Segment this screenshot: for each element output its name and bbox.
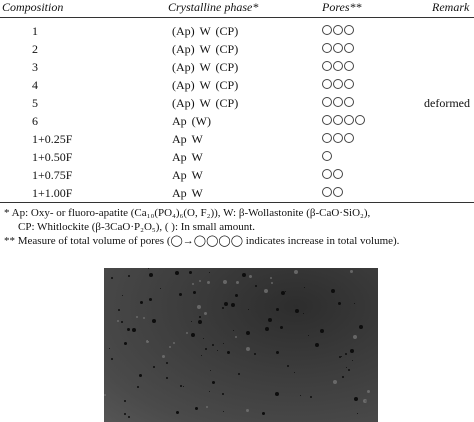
pore-circle-icon xyxy=(355,115,365,125)
pore-speck xyxy=(287,365,289,367)
table-row xyxy=(0,76,474,94)
pore-speck xyxy=(281,291,285,295)
table-row xyxy=(0,22,474,40)
pore-speck xyxy=(183,386,184,387)
pore-speck xyxy=(212,344,214,346)
pore-speck xyxy=(294,372,295,373)
header-crystalline-phase: Crystalline phase* xyxy=(168,0,259,14)
pore-circle-icon xyxy=(344,43,354,53)
pore-speck xyxy=(248,309,249,310)
pores-cell xyxy=(322,151,332,161)
pores-cell xyxy=(322,43,354,53)
pore-speck xyxy=(310,396,312,398)
pore-circle-icon xyxy=(344,97,354,107)
pore-circle-icon xyxy=(333,97,343,107)
light-speck xyxy=(204,312,207,315)
pore-speck xyxy=(341,356,342,357)
pore-speck xyxy=(149,273,153,277)
light-speck xyxy=(143,317,145,319)
table-row xyxy=(0,94,474,112)
light-speck xyxy=(270,277,272,279)
light-speck xyxy=(350,270,353,273)
pore-speck xyxy=(180,385,182,387)
pore-speck xyxy=(118,309,120,311)
light-speck xyxy=(206,406,208,408)
remark-cell: deformed xyxy=(424,96,470,110)
pore-speck xyxy=(233,330,234,331)
pore-speck xyxy=(209,391,210,392)
pore-speck xyxy=(209,272,210,273)
light-speck xyxy=(223,280,227,284)
light-speck xyxy=(353,335,357,339)
pore-speck xyxy=(352,360,353,361)
pore-speck xyxy=(152,319,156,323)
pore-circle-icon xyxy=(333,187,343,197)
pore-speck xyxy=(179,293,182,296)
pore-speck xyxy=(345,353,347,355)
pore-speck xyxy=(193,291,196,294)
pore-speck xyxy=(203,338,204,339)
light-speck xyxy=(117,320,119,322)
light-speck xyxy=(363,399,367,403)
pore-speck xyxy=(191,321,192,322)
pore-speck xyxy=(246,331,250,335)
pores-cell xyxy=(322,133,354,143)
pore-speck xyxy=(223,411,224,412)
pore-speck xyxy=(224,302,228,306)
light-speck xyxy=(246,409,249,412)
pore-circle-icon xyxy=(322,43,332,53)
pore-speck xyxy=(276,351,279,354)
pore-speck xyxy=(339,356,341,358)
header-remark: Remark xyxy=(432,0,470,14)
composition-cell: 1 xyxy=(32,24,38,38)
table-row xyxy=(0,184,474,202)
crystalline-phase-cell: (Ap) W (CP) xyxy=(172,24,239,38)
composition-cell: 1+0.25F xyxy=(32,132,73,146)
pore-speck xyxy=(111,277,113,279)
pore-speck xyxy=(137,386,139,388)
pores-cell xyxy=(322,97,354,107)
pore-speck xyxy=(303,313,304,314)
light-speck xyxy=(207,281,210,284)
composition-cell: 3 xyxy=(32,60,38,74)
table-row xyxy=(0,166,474,184)
pore-speck xyxy=(354,397,358,401)
light-speck xyxy=(294,270,298,274)
table-bottom-rule xyxy=(0,202,474,203)
pore-speck xyxy=(205,348,207,350)
pore-speck xyxy=(109,348,110,349)
light-speck xyxy=(199,280,201,282)
crystalline-phase-cell: Ap (W) xyxy=(172,114,211,128)
pore-speck xyxy=(262,412,265,415)
pore-speck xyxy=(304,287,305,288)
pore-speck xyxy=(285,291,286,292)
pore-speck xyxy=(242,273,246,277)
pore-speck xyxy=(153,366,155,368)
composition-cell: 2 xyxy=(32,42,38,56)
pores-cell xyxy=(322,61,354,71)
pore-speck xyxy=(342,376,344,378)
pore-speck xyxy=(331,289,335,293)
table-row xyxy=(0,58,474,76)
crystalline-phase-cell: (Ap) W (CP) xyxy=(172,96,239,110)
pore-speck xyxy=(160,288,161,289)
pore-circle-icon xyxy=(344,25,354,35)
pore-circle-icon xyxy=(333,133,343,143)
pore-speck xyxy=(128,275,130,277)
light-speck xyxy=(264,289,268,293)
light-speck xyxy=(104,394,106,396)
pore-speck xyxy=(268,318,272,322)
pore-speck xyxy=(350,349,354,353)
pore-circle-icon xyxy=(322,61,332,71)
pore-speck xyxy=(315,343,319,347)
pore-speck xyxy=(191,333,195,337)
light-speck xyxy=(249,275,252,278)
pore-circle-icon xyxy=(333,115,343,125)
composition-cell: 6 xyxy=(32,114,38,128)
header-rule xyxy=(0,17,474,18)
pore-speck xyxy=(276,308,279,311)
pore-speck xyxy=(265,327,269,331)
light-speck xyxy=(162,355,165,358)
composition-cell: 1+1.00F xyxy=(32,186,73,200)
pore-speck xyxy=(189,271,192,274)
pore-speck xyxy=(195,407,198,410)
light-speck xyxy=(271,282,273,284)
pore-circle-icon xyxy=(322,133,332,143)
light-speck xyxy=(169,346,171,348)
crystalline-phase-cell: (Ap) W (CP) xyxy=(172,78,239,92)
pore-circle-icon xyxy=(322,151,332,161)
pores-cell xyxy=(322,25,354,35)
light-speck xyxy=(197,305,201,309)
pore-circle-icon xyxy=(333,43,343,53)
light-speck xyxy=(146,340,149,343)
light-speck xyxy=(136,316,138,318)
pore-circle-icon xyxy=(333,25,343,35)
light-speck xyxy=(235,336,237,338)
pore-circle-icon xyxy=(322,25,332,35)
pore-circle-icon xyxy=(322,79,332,89)
pore-speck xyxy=(124,413,126,415)
pore-speck xyxy=(124,342,127,345)
pore-circle-icon xyxy=(322,115,332,125)
light-speck xyxy=(367,390,370,393)
pore-speck xyxy=(357,413,358,414)
pore-circle-icon xyxy=(322,187,332,197)
pore-speck xyxy=(176,411,179,414)
pore-speck xyxy=(254,353,256,355)
pore-speck xyxy=(320,329,324,333)
header-composition: Composition xyxy=(2,0,64,14)
pores-cell xyxy=(322,187,343,197)
pore-circle-icon xyxy=(344,61,354,71)
pore-speck xyxy=(201,355,202,356)
pore-circle-icon xyxy=(344,115,354,125)
pore-speck xyxy=(222,393,224,395)
pore-speck xyxy=(124,400,126,402)
pore-speck xyxy=(275,392,279,396)
pore-speck xyxy=(148,268,149,269)
light-speck xyxy=(246,347,250,351)
pores-cell xyxy=(322,115,365,125)
pore-circle-icon xyxy=(344,79,354,89)
crystalline-phase-cell: Ap W xyxy=(172,150,203,164)
crystalline-phase-cell: Ap W xyxy=(172,132,203,146)
pore-speck xyxy=(280,326,283,329)
footnote-line-2: CP: Whitlockite (β-3CaO·P₂O₅), ( ): In small amount. xyxy=(18,221,256,233)
composition-cell: 1+0.75F xyxy=(32,168,73,182)
crystalline-phase-cell: (Ap) W (CP) xyxy=(172,60,239,74)
pore-circle-icon xyxy=(344,133,354,143)
light-speck xyxy=(192,283,194,285)
pore-circle-icon xyxy=(322,97,332,107)
footnote-line-3: ** Measure of total volume of pores (◯→◯◯◯◯ indicates increase in total volume). xyxy=(4,235,400,247)
pore-speck xyxy=(198,320,202,324)
pore-speck xyxy=(166,377,168,379)
pore-speck xyxy=(223,343,224,344)
pore-speck xyxy=(231,303,235,307)
pore-circle-icon xyxy=(333,61,343,71)
pore-speck xyxy=(149,298,152,301)
pore-speck xyxy=(199,316,201,318)
pore-speck xyxy=(175,271,179,275)
light-speck xyxy=(333,380,337,384)
pore-speck xyxy=(227,351,230,354)
pore-speck xyxy=(238,373,240,375)
pore-speck xyxy=(140,301,143,304)
composition-cell: 4 xyxy=(32,78,38,92)
table-row xyxy=(0,40,474,58)
light-speck xyxy=(186,332,188,334)
pore-speck xyxy=(212,381,215,384)
pore-speck xyxy=(121,321,123,323)
pore-speck xyxy=(111,358,113,360)
pore-speck xyxy=(300,395,301,396)
crystalline-phase-cell: Ap W xyxy=(172,168,203,182)
pore-speck xyxy=(217,350,218,351)
light-speck xyxy=(236,281,239,284)
header-pores: Pores** xyxy=(322,0,362,14)
pore-circle-icon xyxy=(333,79,343,89)
crystalline-phase-cell: (Ap) W (CP) xyxy=(172,42,239,56)
pore-speck xyxy=(295,309,299,313)
table-row xyxy=(0,130,474,148)
crystalline-phase-cell: Ap W xyxy=(172,186,203,200)
table-row xyxy=(0,112,474,130)
pore-speck xyxy=(255,285,257,287)
pore-speck xyxy=(139,374,142,377)
pore-speck xyxy=(354,303,355,304)
pores-cell xyxy=(322,79,354,89)
pore-speck xyxy=(132,328,136,332)
micrograph-image xyxy=(104,268,378,422)
pore-speck xyxy=(348,369,350,371)
pores-cell xyxy=(322,169,343,179)
pore-speck xyxy=(122,295,123,296)
pore-circle-icon xyxy=(333,169,343,179)
pore-speck xyxy=(346,367,347,368)
table-row xyxy=(0,148,474,166)
pore-speck xyxy=(127,328,130,331)
composition-cell: 1+0.50F xyxy=(32,150,73,164)
pore-speck xyxy=(235,294,238,297)
pore-speck xyxy=(359,325,363,329)
pore-circle-icon xyxy=(322,169,332,179)
pore-speck xyxy=(308,335,309,336)
pore-speck xyxy=(210,370,211,371)
pore-speck xyxy=(166,362,168,364)
pore-speck xyxy=(128,416,130,418)
pore-speck xyxy=(338,302,341,305)
composition-cell: 5 xyxy=(32,96,38,110)
light-speck xyxy=(173,342,175,344)
pore-speck xyxy=(222,307,224,309)
footnote-line-1: * Ap: Oxy- or fluoro-apatite (Ca₁₀(PO₄)₆(O, F₂)), W: β-Wollastonite (β-CaO·SiO₂), xyxy=(4,207,371,219)
